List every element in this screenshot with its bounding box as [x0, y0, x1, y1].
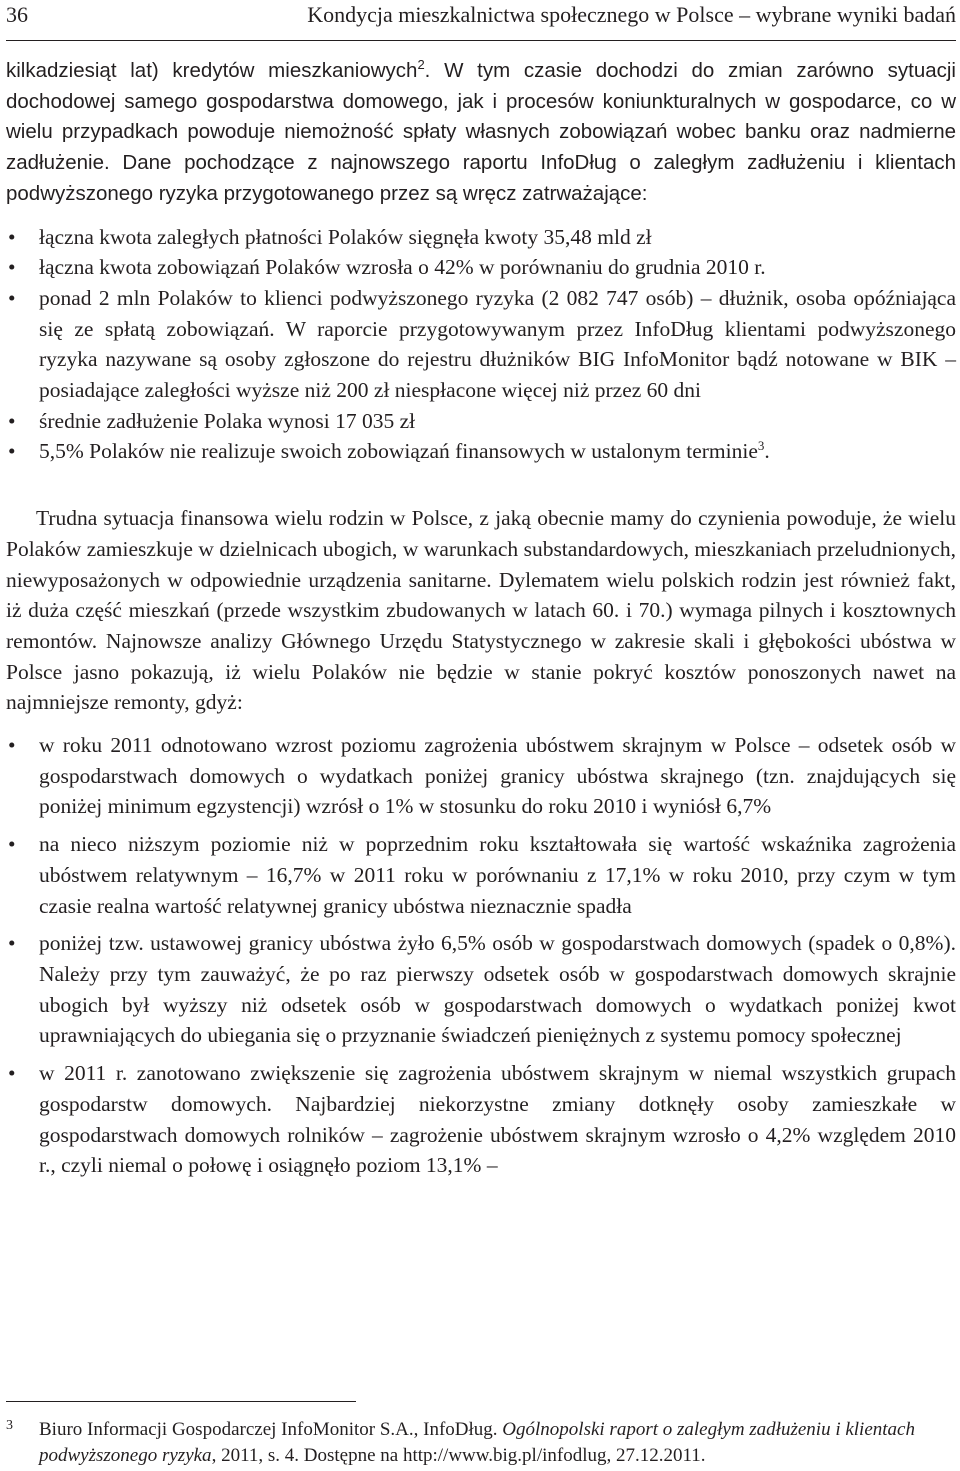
footnote-text — [39, 1413, 956, 1469]
footnote-details: , 2011, s. 4. Dostępne na http://www.big.pl/infodlug, 27.12.2011. — [211, 1445, 706, 1466]
footnote-source: Biuro Informacji Gospodarczej InfoMonitor S.A., InfoDług. — [39, 1419, 503, 1440]
poverty-statistics-list — [6, 730, 956, 1181]
page-number: 36 — [6, 2, 28, 27]
list-item: • ponad 2 mln Polaków to klienci podwyższonego ryzyka (2 082 747 osób) – dłużnik, osoba opóźniająca się ze spłatą zobowiązań. W raporcie przygotowywanym przez InfoDług klientami podwyższonego ryzyka nazywane są osoby zgłoszone do rejestru dłużników BIG InfoMonitor bądź notowane w BIK – posiadające zaległości wyższe niż 200 zł niespłacone więcej niż przez 60 dni — [6, 283, 956, 406]
debt-statistics-list — [6, 222, 956, 468]
list-item: • w 2011 r. zanotowano zwiększenie się zagrożenia ubóstwem skrajnym w niemal wszystkich grupach gospodarstw domowych. Najbardziej niekorzystne zmiany dotknęły osoby zamieszkałe w gospodarstwach domowych rolników – zagrożenie ubóstwem skrajnym wzrosło o 4,2% względem 2010 r., czyli niemal o połowę i osiągnęło poziom 13,1% – — [6, 1058, 956, 1181]
page-header — [6, 0, 956, 38]
list-item-text: 5,5% Polaków nie realizuje swoich zobowiązań finansowych w ustalonym terminie — [39, 439, 758, 464]
list-item-end: . — [764, 439, 770, 464]
footnote-ref-3: 3 — [757, 438, 765, 454]
footnote — [6, 1413, 956, 1469]
header-rule — [6, 40, 956, 41]
intro-paragraph — [6, 56, 956, 210]
poverty-paragraph: Trudna sytuacja finansowa wielu rodzin w Polsce, z jaką obecnie mamy do czynienia powoduje, że wielu Polaków zamieszkuje w dzielnicach ubogich, w warunkach substandardowych, mieszkaniach przeludnionych, niewyposażonych w odpowiednie urządzenia sanitarne. Dylematem wielu polskich rodzin jest również fakt, iż duża część mieszkań (przede wszystkim zbudowanych w latach 60. i 70.) wymaga pilnych i kosztownych remontów. Najnowsze analizy Głównego Urzędu Statystycznego w zakresie skali i głębokości ubóstwa w Polsce jasno pokazują, iż wielu Polaków nie będzie w stanie pokryć kosztów ponoszonych nawet na najmniejsze remonty, gdyż: — [6, 506, 956, 715]
list-item — [6, 436, 956, 467]
list-item: • poniżej tzw. ustawowej granicy ubóstwa żyło 6,5% osób w gospodarstwach domowych (spadek o 0,8%). Należy przy tym zauważyć, że po raz pierwszy odsetek osób w gospodarstwach domowych skrajnie ubogich był wyższy niż odsetek osób w gospodarstwach domowych o wydatkach poniżej kwot uprawniających do ubiegania się o przyznanie świadczeń pieniężnych z systemu pomocy społecznej — [6, 928, 956, 1051]
footnote-number: 3 — [6, 1418, 13, 1433]
list-item: • łączna kwota zaległych płatności Polaków sięgnęła kwoty 35,48 mld zł — [6, 222, 956, 253]
footnote-rule — [6, 1401, 356, 1402]
intro-text-1: kilkadziesiąt lat) kredytów mieszkaniowych — [6, 59, 418, 82]
list-item: • w roku 2011 odnotowano wzrost poziomu zagrożenia ubóstwem skrajnym w Polsce – odsetek osób w gospodarstwach domowych o wydatkach poniżej granicy ubóstwa skrajnego (tzn. znajdujących się poniżej minimum egzystencji) wzrósł o 1% w stosunku do roku 2010 i wyniósł 6,7% — [6, 730, 956, 822]
list-item: • średnie zadłużenie Polaka wynosi 17 035 zł — [6, 406, 956, 437]
list-item: • łączna kwota zobowiązań Polaków wzrosła o 42% w porównaniu do grudnia 2010 r. — [6, 252, 956, 283]
intro-text-2: . W tym czasie dochodzi do zmian zarówno sytuacji dochodowej samego gospodarstwa domowego, jak i procesów koniunkturalnych w gospodarce, co w wielu przypadkach powoduje niemożność spłaty własnych zobowiązań wobec banku oraz nadmierne zadłużenie. — [6, 59, 956, 175]
footnote-title: Ogólnopolski raport o zaległym zadłużeniu i klientach podwyższonego ryzyka — [39, 1419, 915, 1466]
intro-text-3: Dane pochodzące z najnowszego raportu InfoDług o zaległym zadłużeniu i klientach podwyższonego ryzyka przygotowanego przez są wręcz zatrważające: — [6, 151, 956, 205]
running-title: Kondycja mieszkalnictwa społecznego w Polsce – wybrane wyniki badań — [307, 2, 956, 27]
body-text — [6, 56, 956, 1188]
footnote-ref-2: 2 — [417, 57, 425, 73]
list-item: • na nieco niższym poziomie niż w poprzednim roku kształtowała się wartość wskaźnika zagrożenia ubóstwem relatywnym – 16,7% w 2011 roku w porównaniu z 17,1% w roku 2010, przy czym w tym czasie realna wartość relatywnej granicy ubóstwa nieznacznie spadła — [6, 829, 956, 921]
